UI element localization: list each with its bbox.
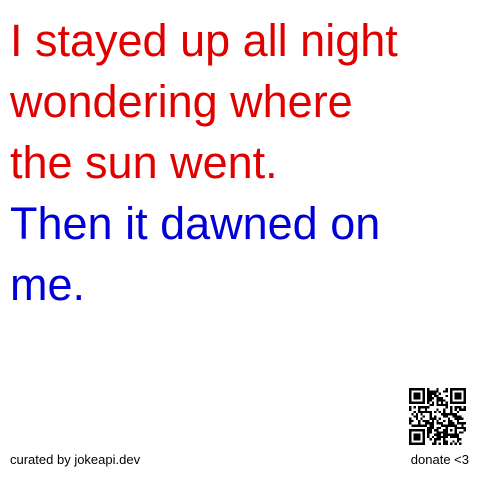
qr-code-icon[interactable] [409, 388, 466, 445]
credit-text: curated by jokeapi.dev [10, 452, 141, 467]
joke-delivery: Then it dawned on me. [10, 198, 381, 310]
joke-setup: I stayed up all night wondering where the sun went. [10, 15, 398, 188]
donate-link[interactable]: donate <3 [410, 452, 469, 467]
